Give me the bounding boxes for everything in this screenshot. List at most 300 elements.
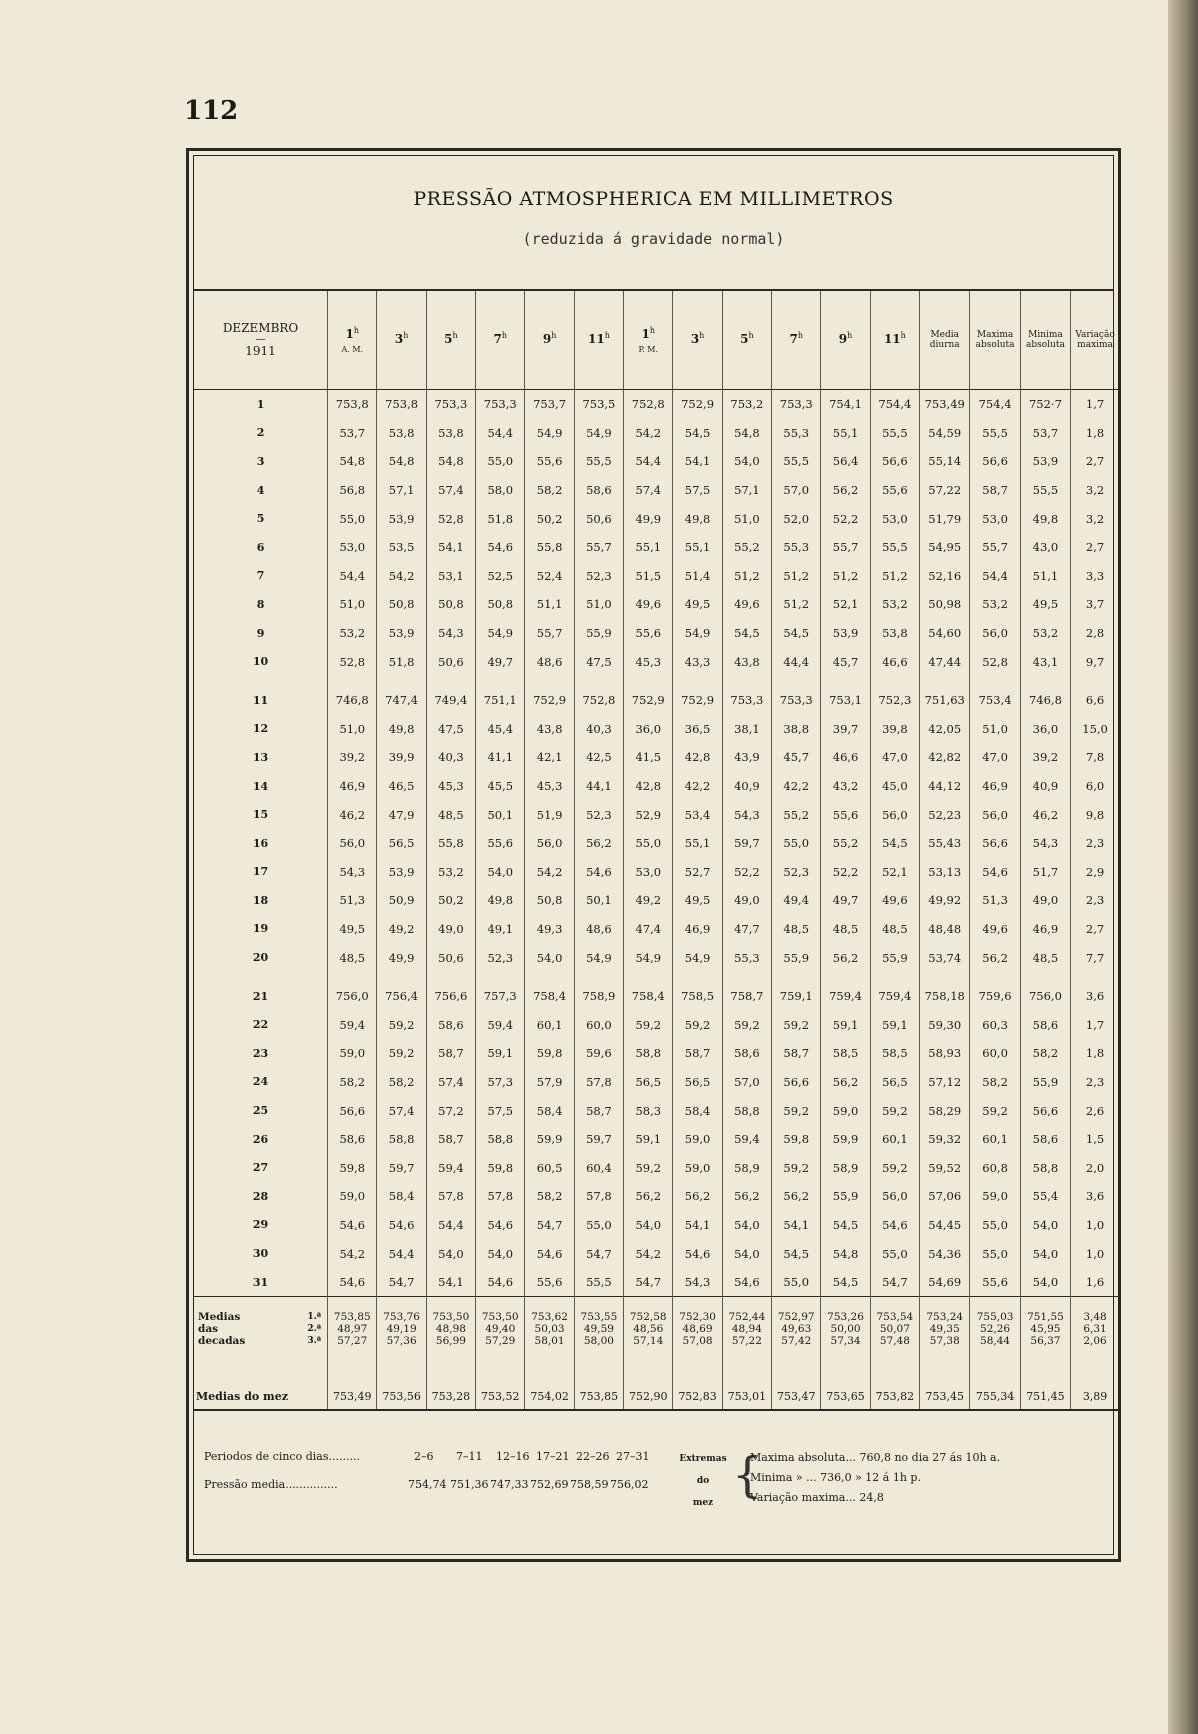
- header-hour: 3: [394, 331, 404, 346]
- day-number: 25: [252, 1104, 269, 1118]
- pressure-cell: 54,0: [1020, 1239, 1070, 1268]
- pressure-cell: 57,3: [476, 1068, 525, 1097]
- pressure-cell: 56,0: [970, 800, 1020, 829]
- decade-mean-cell: 48,94: [722, 1323, 771, 1335]
- pressure-cell: 50,6: [426, 647, 475, 676]
- decade-mean-cell: 752,30: [673, 1297, 722, 1324]
- pressure-cell: 51,79: [920, 504, 970, 533]
- pressure-cell: 58,7: [574, 1096, 623, 1125]
- table-row: [194, 533, 1119, 562]
- header-extra-label: Variação maxima: [1075, 330, 1115, 350]
- pressure-cell: 48,6: [525, 647, 574, 676]
- header-hour-suffix: h: [403, 330, 409, 340]
- pressure-cell: 55,6: [476, 829, 525, 858]
- pressure-cell: 46,5: [377, 772, 426, 801]
- header-hour: 1: [641, 326, 650, 341]
- pressure-cell: 48,6: [574, 915, 623, 944]
- pressure-cell: 59,0: [328, 1039, 377, 1068]
- month-mean-cell: 753,01: [722, 1351, 771, 1410]
- pressure-cell: 55,4: [1020, 1182, 1070, 1211]
- header-hour-suffix: h: [699, 330, 705, 340]
- day-number: 16: [252, 836, 269, 850]
- pressure-cell: 55,0: [870, 1239, 919, 1268]
- pressure-cell: 57,5: [476, 1096, 525, 1125]
- header-year: 1911: [245, 344, 276, 358]
- pressure-cell: 55,1: [821, 419, 870, 448]
- header-hour: 7: [493, 331, 502, 346]
- day-number: 24: [252, 1075, 269, 1089]
- pressure-cell: 752,9: [673, 676, 722, 715]
- day-number: 7: [256, 569, 265, 583]
- pressure-cell: 54,3: [426, 619, 475, 648]
- pressure-cell: 56,6: [870, 447, 919, 476]
- pressure-cell: 56,2: [821, 1068, 870, 1097]
- decade-mean-cell: 48,69: [673, 1323, 722, 1335]
- pressure-cell: 52,3: [476, 943, 525, 972]
- day-number: 4: [256, 483, 265, 497]
- extremes-lines: [750, 1448, 1000, 1508]
- decade-mean-cell: 57,27: [328, 1335, 377, 1351]
- period-pressure: 751,36: [450, 1478, 489, 1491]
- decade-label-cell: [194, 1335, 328, 1351]
- pressure-cell: 54,2: [624, 419, 673, 448]
- pressure-cell: 758,9: [574, 972, 623, 1011]
- decade-label: decadas: [198, 1335, 246, 1348]
- month-mean-cell: 753,45: [920, 1351, 970, 1410]
- pressure-cell: 54,0: [476, 858, 525, 887]
- pressure-cell: 55,0: [624, 829, 673, 858]
- header-hour-period: A. M.: [341, 344, 364, 354]
- pressure-cell: 56,6: [970, 829, 1020, 858]
- pressure-cell: 752,9: [525, 676, 574, 715]
- pressure-cell: 3,6: [1071, 1182, 1119, 1211]
- pressure-cell: 54,1: [426, 1268, 475, 1297]
- pressure-cell: 47,0: [970, 743, 1020, 772]
- pressure-cell: 45,3: [426, 772, 475, 801]
- pressure-cell: 55,8: [525, 533, 574, 562]
- pressure-cell: 59,0: [328, 1182, 377, 1211]
- pressure-cell: 57,8: [426, 1182, 475, 1211]
- month-mean-cell: 753,82: [870, 1351, 919, 1410]
- pressure-cell: 54,6: [722, 1268, 771, 1297]
- pressure-cell: 1,6: [1071, 1268, 1119, 1297]
- pressure-cell: 54,0: [722, 1239, 771, 1268]
- period-range: 17–21: [536, 1450, 570, 1463]
- pressure-cell: 59,4: [476, 1010, 525, 1039]
- pressure-cell: 54,0: [1020, 1268, 1070, 1297]
- header-hour-suffix: h: [501, 330, 508, 340]
- pressure-cell: 1,7: [1071, 1010, 1119, 1039]
- pressure-cell: 753,3: [722, 676, 771, 715]
- decade-mean-cell: 49,35: [920, 1323, 970, 1335]
- pressure-cell: 54,7: [377, 1268, 426, 1297]
- page-number: 112: [184, 96, 239, 126]
- pressure-cell: 45,4: [476, 715, 525, 744]
- pressure-cell: 55,6: [525, 1268, 574, 1297]
- pressure-cell: 54,9: [673, 943, 722, 972]
- pressure-cell: 53,2: [1020, 619, 1070, 648]
- pressure-cell: 59,4: [328, 1010, 377, 1039]
- decade-mean-cell: 50,00: [821, 1323, 870, 1335]
- pressure-cell: 58,93: [920, 1039, 970, 1068]
- table-row: [194, 1211, 1119, 1240]
- pressure-cell: 54,6: [476, 1268, 525, 1297]
- table-row: [194, 390, 1119, 419]
- pressure-cell: 60,1: [870, 1125, 919, 1154]
- pressure-cell: 54,0: [426, 1239, 475, 1268]
- pressure-cell: 54,2: [624, 1239, 673, 1268]
- days-body: [194, 390, 1119, 1297]
- pressure-cell: 47,5: [574, 647, 623, 676]
- pressure-cell: 58,2: [525, 476, 574, 505]
- pressure-cell: 45,7: [821, 647, 870, 676]
- table-row: [194, 858, 1119, 887]
- pressure-cell: 58,2: [377, 1068, 426, 1097]
- pressure-cell: 59,0: [821, 1096, 870, 1125]
- pressure-cell: 50,6: [426, 943, 475, 972]
- pressure-cell: 47,5: [426, 715, 475, 744]
- pressure-cell: 58,6: [328, 1125, 377, 1154]
- decade-mean-cell: 57,29: [476, 1335, 525, 1351]
- pressure-cell: 60,1: [525, 1010, 574, 1039]
- pressure-cell: 2,3: [1071, 886, 1119, 915]
- header-hour-suffix: h: [604, 330, 610, 340]
- pressure-cell: 52,4: [525, 562, 574, 591]
- day-number: 23: [252, 1046, 269, 1060]
- header-hour-cell: [328, 291, 377, 390]
- pressure-cell: 53,1: [426, 562, 475, 591]
- period-pressure: 756,02: [610, 1478, 649, 1491]
- table-row: [194, 972, 1119, 1011]
- pressure-cell: 3,3: [1071, 562, 1119, 591]
- pressure-cell: 54,8: [722, 419, 771, 448]
- pressure-cell: 53,9: [377, 504, 426, 533]
- pressure-cell: 53,2: [426, 858, 475, 887]
- pressure-cell: 59,52: [920, 1153, 970, 1182]
- pressure-cell: 56,2: [821, 943, 870, 972]
- pressure-cell: 753,5: [574, 390, 623, 419]
- pressure-cell: 753,8: [377, 390, 426, 419]
- pressure-cell: 56,6: [1020, 1096, 1070, 1125]
- decade-mean-cell: 753,54: [870, 1297, 919, 1324]
- table-subtitle: (reduzida á gravidade normal): [522, 230, 785, 248]
- pressure-cell: 47,44: [920, 647, 970, 676]
- period-pressure: 758,59: [570, 1478, 609, 1491]
- pressure-cell: 59,7: [574, 1125, 623, 1154]
- pressure-cell: 49,8: [673, 504, 722, 533]
- decade-mean-cell: 58,44: [970, 1335, 1020, 1351]
- pressure-cell: 46,2: [1020, 800, 1070, 829]
- pressure-cell: 46,9: [673, 915, 722, 944]
- period-pressure: 754,74: [408, 1478, 447, 1491]
- table-row: [194, 715, 1119, 744]
- month-mean-cell: 753,49: [328, 1351, 377, 1410]
- pressure-cell: 49,6: [970, 915, 1020, 944]
- decade-mean-cell: 2,06: [1071, 1335, 1119, 1351]
- pressure-cell: 52,1: [870, 858, 919, 887]
- pressure-cell: 42,2: [772, 772, 821, 801]
- pressure-cell: 6,0: [1071, 772, 1119, 801]
- day-number: 26: [252, 1132, 269, 1146]
- pressure-cell: 60,3: [970, 1010, 1020, 1039]
- pressure-cell: 53,74: [920, 943, 970, 972]
- pressure-cell: 59,8: [328, 1153, 377, 1182]
- pressure-cell: 52,0: [772, 504, 821, 533]
- decade-mean-cell: 56,37: [1020, 1335, 1070, 1351]
- day-number: 12: [252, 722, 269, 736]
- pressure-cell: 56,2: [821, 476, 870, 505]
- pressure-cell: 56,5: [870, 1068, 919, 1097]
- table-row: [194, 1268, 1119, 1297]
- pressure-cell: 53,2: [870, 590, 919, 619]
- pressure-cell: 47,7: [722, 915, 771, 944]
- header-hour-cell: [722, 291, 771, 390]
- pressure-cell: 52,8: [426, 504, 475, 533]
- header-extra-cell: [970, 291, 1020, 390]
- pressure-cell: 756,0: [1020, 972, 1070, 1011]
- pressure-cell: 754,4: [870, 390, 919, 419]
- table-row: [194, 1153, 1119, 1182]
- pressure-cell: 49,5: [673, 590, 722, 619]
- table-row: [194, 419, 1119, 448]
- pressure-table: [194, 291, 1119, 1411]
- header-hour: 7: [789, 331, 798, 346]
- pressure-cell: 57,2: [426, 1096, 475, 1125]
- pressure-cell: 45,0: [870, 772, 919, 801]
- pressure-cell: 44,4: [772, 647, 821, 676]
- pressure-cell: 57,4: [624, 476, 673, 505]
- pressure-cell: 59,6: [574, 1039, 623, 1068]
- pressure-cell: 752,9: [673, 390, 722, 419]
- pressure-cell: 42,5: [574, 743, 623, 772]
- pressure-cell: 3,2: [1071, 504, 1119, 533]
- pressure-cell: 59,2: [673, 1010, 722, 1039]
- pressure-cell: 6,6: [1071, 676, 1119, 715]
- pressure-cell: 2,7: [1071, 533, 1119, 562]
- pressure-cell: 55,43: [920, 829, 970, 858]
- day-number: 28: [252, 1189, 269, 1203]
- pressure-cell: 48,5: [1020, 943, 1070, 972]
- pressure-cell: 51,8: [377, 647, 426, 676]
- pressure-cell: 751,63: [920, 676, 970, 715]
- pressure-cell: 55,9: [574, 619, 623, 648]
- pressure-cell: 49,9: [624, 504, 673, 533]
- pressure-cell: 54,4: [426, 1211, 475, 1240]
- pressure-cell: 54,8: [426, 447, 475, 476]
- pressure-cell: 43,9: [722, 743, 771, 772]
- decade-mean-cell: 48,98: [426, 1323, 475, 1335]
- header-hour: 9: [542, 331, 552, 346]
- pressure-cell: 58,9: [722, 1153, 771, 1182]
- pressure-cell: 53,13: [920, 858, 970, 887]
- pressure-cell: 40,9: [1020, 772, 1070, 801]
- pressure-cell: 54,3: [673, 1268, 722, 1297]
- month-mean-cell: 751,45: [1020, 1351, 1070, 1410]
- pressure-cell: 55,0: [476, 447, 525, 476]
- pressure-cell: 2,3: [1071, 829, 1119, 858]
- pressure-cell: 2,7: [1071, 447, 1119, 476]
- pressure-cell: 54,6: [525, 1239, 574, 1268]
- pressure-cell: 55,5: [772, 447, 821, 476]
- pressure-cell: 51,3: [328, 886, 377, 915]
- pressure-cell: 756,4: [377, 972, 426, 1011]
- pressure-cell: 55,6: [970, 1268, 1020, 1297]
- pressure-cell: 57,4: [426, 476, 475, 505]
- pressure-cell: 54,9: [476, 619, 525, 648]
- pressure-cell: 758,5: [673, 972, 722, 1011]
- decade-mean-cell: 755,03: [970, 1297, 1020, 1324]
- pressure-cell: 55,3: [722, 943, 771, 972]
- pressure-cell: 747,4: [377, 676, 426, 715]
- month-mean-cell: 753,28: [426, 1351, 475, 1410]
- day-number: 31: [252, 1275, 269, 1289]
- decade-mean-cell: 752,58: [624, 1297, 673, 1324]
- pressure-cell: 54,1: [426, 533, 475, 562]
- pressure-cell: 46,2: [328, 800, 377, 829]
- header-extra-label: Minima absoluta: [1026, 330, 1065, 350]
- header-month-cell: [194, 291, 328, 390]
- pressure-cell: 55,0: [328, 504, 377, 533]
- decade-mean-cell: 50,07: [870, 1323, 919, 1335]
- pressure-cell: 60,8: [970, 1153, 1020, 1182]
- pressure-cell: 53,2: [970, 590, 1020, 619]
- pressure-cell: 52,7: [673, 858, 722, 887]
- day-number: 22: [252, 1018, 269, 1032]
- pressure-cell: 758,18: [920, 972, 970, 1011]
- table-frame: [186, 148, 1121, 1562]
- pressure-cell: 58,8: [722, 1096, 771, 1125]
- header-hour: 1: [345, 326, 354, 341]
- pressure-cell: 54,9: [624, 943, 673, 972]
- pressure-cell: 55,0: [574, 1211, 623, 1240]
- pressure-cell: 60,0: [970, 1039, 1020, 1068]
- day-number: 6: [256, 540, 265, 554]
- pressure-cell: 754,4: [970, 390, 1020, 419]
- pressure-cell: 48,5: [426, 800, 475, 829]
- decade-mean-cell: 753,26: [821, 1297, 870, 1324]
- pressure-cell: 48,5: [870, 915, 919, 944]
- pressure-cell: 56,2: [624, 1182, 673, 1211]
- pressure-cell: 752,8: [574, 676, 623, 715]
- header-hour-suffix: h: [452, 330, 458, 340]
- day-number: 21: [252, 989, 269, 1003]
- decade-mean-cell: 6,31: [1071, 1323, 1119, 1335]
- table-row: [194, 619, 1119, 648]
- pressure-cell: 57,06: [920, 1182, 970, 1211]
- pressure-cell: 39,8: [870, 715, 919, 744]
- pressure-cell: 753,49: [920, 390, 970, 419]
- pressure-cell: 55,0: [970, 1211, 1020, 1240]
- header-month: DEZEMBRO: [222, 321, 299, 335]
- pressure-cell: 58,2: [525, 1182, 574, 1211]
- decade-mean-cell: 57,36: [377, 1335, 426, 1351]
- decades-body: [194, 1297, 1119, 1352]
- header-extra-cell: [920, 291, 970, 390]
- day-number: 13: [252, 750, 269, 764]
- pressure-cell: 2,8: [1071, 619, 1119, 648]
- header-hour-cell: [426, 291, 475, 390]
- decade-mean-cell: 57,22: [722, 1335, 771, 1351]
- pressure-cell: 56,5: [624, 1068, 673, 1097]
- pressure-cell: 53,9: [821, 619, 870, 648]
- table-row: [194, 447, 1119, 476]
- decade-mean-cell: 3,48: [1071, 1297, 1119, 1324]
- pressure-cell: 51,3: [970, 886, 1020, 915]
- pressure-cell: 752·7: [1020, 390, 1070, 419]
- pressure-cell: 58,6: [574, 476, 623, 505]
- pressure-cell: 42,82: [920, 743, 970, 772]
- pressure-cell: 56,0: [870, 800, 919, 829]
- pressure-cell: 49,0: [1020, 886, 1070, 915]
- pressure-cell: 55,7: [970, 533, 1020, 562]
- extreme-var: Variação maxima... 24,8: [750, 1491, 884, 1504]
- pressure-cell: 58,29: [920, 1096, 970, 1125]
- pressure-cell: 51,2: [722, 562, 771, 591]
- table-row: [194, 504, 1119, 533]
- period-pressure: 752,69: [530, 1478, 569, 1491]
- pressure-cell: 36,0: [624, 715, 673, 744]
- pressure-cell: 1,8: [1071, 1039, 1119, 1068]
- pressure-cell: 41,5: [624, 743, 673, 772]
- table-row: [194, 943, 1119, 972]
- table-title: PRESSÃO ATMOSPHERICA EM MILLIMETROS: [413, 188, 894, 210]
- pressure-cell: 59,1: [821, 1010, 870, 1039]
- pressure-cell: 58,6: [722, 1039, 771, 1068]
- pressure-cell: 50,1: [574, 886, 623, 915]
- pressure-cell: 55,5: [574, 1268, 623, 1297]
- decade-mean-cell: 57,14: [624, 1335, 673, 1351]
- pressure-cell: 752,8: [624, 390, 673, 419]
- decade-mean-cell: 753,24: [920, 1297, 970, 1324]
- pressure-cell: 45,3: [525, 772, 574, 801]
- header-hour-suffix: h: [797, 330, 803, 340]
- day-number: 30: [252, 1247, 269, 1261]
- header-hour-cell: [772, 291, 821, 390]
- pressure-cell: 49,1: [476, 915, 525, 944]
- pressure-cell: 54,6: [970, 858, 1020, 887]
- pressure-cell: 58,7: [426, 1039, 475, 1068]
- pressure-cell: 56,5: [377, 829, 426, 858]
- pressure-cell: 49,7: [821, 886, 870, 915]
- pressure-cell: 53,9: [1020, 447, 1070, 476]
- pressure-cell: 41,1: [476, 743, 525, 772]
- day-number: 9: [256, 626, 265, 640]
- table-row: [194, 886, 1119, 915]
- pressure-cell: 36,0: [1020, 715, 1070, 744]
- pressure-cell: 759,6: [970, 972, 1020, 1011]
- pressure-cell: 50,1: [476, 800, 525, 829]
- pressure-cell: 58,8: [1020, 1153, 1070, 1182]
- pressure-cell: 52,2: [722, 858, 771, 887]
- period-pressure: 747,33: [490, 1478, 529, 1491]
- pressure-cell: 759,1: [772, 972, 821, 1011]
- day-number: 20: [252, 951, 269, 965]
- pressure-cell: 753,3: [426, 390, 475, 419]
- pressure-cell: 746,8: [328, 676, 377, 715]
- pressure-cell: 52,2: [821, 504, 870, 533]
- table-row: [194, 800, 1119, 829]
- decade-mean-cell: 57,48: [870, 1335, 919, 1351]
- pressure-cell: 55,5: [574, 447, 623, 476]
- pressure-cell: 1,0: [1071, 1239, 1119, 1268]
- pressure-cell: 54,6: [476, 533, 525, 562]
- pressure-cell: 54,6: [574, 858, 623, 887]
- pressure-cell: 47,4: [624, 915, 673, 944]
- pressure-cell: 759,4: [821, 972, 870, 1011]
- pressure-cell: 59,2: [722, 1010, 771, 1039]
- pressure-cell: 54,9: [574, 419, 623, 448]
- pressure-cell: 55,3: [772, 533, 821, 562]
